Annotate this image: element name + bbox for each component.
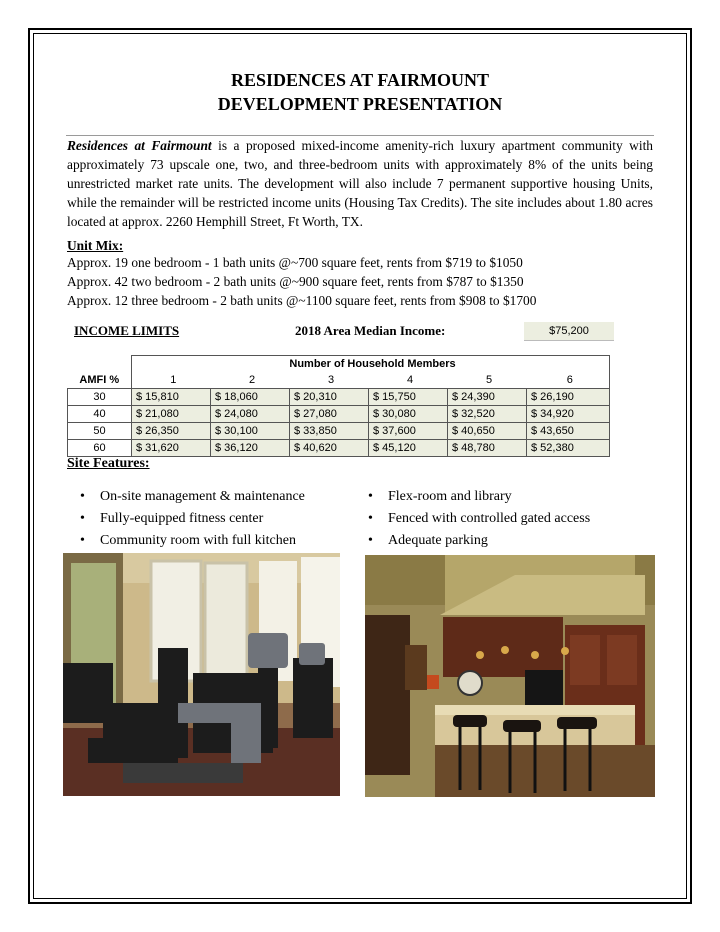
table-row xyxy=(68,406,610,423)
table-cell: $ 18,060 xyxy=(211,389,290,406)
table-cell: $ 31,620 xyxy=(132,440,211,457)
table-cell: $ 40,650 xyxy=(448,423,527,440)
intro-text: is a proposed mixed-income amenity-rich luxury apartment community with approximately 73 upscale one, two, and three-bedroom units with approximately 8% of the units being unrestricted market rate units. The development will also include 7 permanent supportive housing Units, while the remainder will be restricted income units (Housing Tax Credits). The site includes about 1.80 acres located at approx. 2260 Hemphill Street, Ft Worth, TX. xyxy=(67,138,653,229)
table-cell: $ 40,620 xyxy=(290,440,369,457)
table-cell: $ 30,080 xyxy=(369,406,448,423)
income-limits-table xyxy=(67,355,610,457)
table-cell: $ 26,190 xyxy=(527,389,610,406)
bullet-icon: • xyxy=(368,511,373,526)
community-kitchen-photo xyxy=(365,555,655,797)
ami-cell: 50 xyxy=(68,423,132,440)
intro-paragraph xyxy=(67,136,653,231)
table-header-row xyxy=(68,356,610,373)
bullet-icon: • xyxy=(80,533,85,548)
table-column-row xyxy=(68,372,610,389)
table-cell: $ 34,920 xyxy=(527,406,610,423)
table-cell: $ 24,080 xyxy=(211,406,290,423)
column-header: 1 xyxy=(132,372,211,389)
table-cell: $ 33,850 xyxy=(290,423,369,440)
unit-mix-line: Approx. 19 one bedroom - 1 bath units @~700 square feet, rents from $719 to $1050 xyxy=(67,255,523,270)
ami-cell: 60 xyxy=(68,440,132,457)
table-row xyxy=(68,423,610,440)
bullet-icon: • xyxy=(80,511,85,526)
bullet-icon: • xyxy=(80,489,85,504)
table-cell: $ 43,650 xyxy=(527,423,610,440)
table-cell: $ 32,520 xyxy=(448,406,527,423)
table-cell: $ 15,810 xyxy=(132,389,211,406)
unit-mix-heading: Unit Mix: xyxy=(67,238,124,253)
bullet-icon: • xyxy=(368,489,373,504)
column-header: 4 xyxy=(406,374,414,386)
feature-item: • Flex-room and library xyxy=(368,486,512,508)
ami-value: $75,200 xyxy=(524,322,614,341)
site-features-heading: Site Features: xyxy=(67,456,150,471)
fitness-center-photo xyxy=(63,553,340,796)
table-cell: $ 20,310 xyxy=(290,389,369,406)
unit-mix-line: Approx. 12 three bedroom - 2 bath units @~1100 square feet, rents from $908 to $1700 xyxy=(67,293,537,308)
column-header: 6 xyxy=(527,372,610,389)
members-header: Number of Household Members xyxy=(132,356,610,373)
table-cell: $ 24,390 xyxy=(448,389,527,406)
income-limits-heading: INCOME LIMITS xyxy=(74,323,180,338)
table-cell: $ 48,780 xyxy=(448,440,527,457)
table-cell: $ 30,100 xyxy=(211,423,290,440)
table-cell: $ 15,750 xyxy=(369,389,448,406)
ami-label: 2018 Area Median Income: xyxy=(295,323,446,338)
column-header: 3 xyxy=(327,374,335,386)
table-cell: $ 27,080 xyxy=(290,406,369,423)
table-row xyxy=(68,389,610,406)
ami-cell: 40 xyxy=(68,406,132,423)
feature-item: • Fully-equipped fitness center xyxy=(80,508,263,530)
ami-header: AMFI % xyxy=(79,374,120,386)
table-cell: $ 21,080 xyxy=(132,406,211,423)
ami-cell: 30 xyxy=(68,389,132,406)
column-header: 2 xyxy=(248,374,256,386)
column-header: 5 xyxy=(485,374,493,386)
feature-item: • Community room with full kitchen xyxy=(80,530,296,552)
table-cell: $ 37,600 xyxy=(369,423,448,440)
feature-item: • Adequate parking xyxy=(368,530,488,552)
table-cell: $ 36,120 xyxy=(211,440,290,457)
page-title-line2: DEVELOPMENT PRESENTATION xyxy=(217,94,503,114)
bullet-icon: • xyxy=(368,533,373,548)
page-title-line1: RESIDENCES AT FAIRMOUNT xyxy=(230,70,490,90)
table-cell: $ 52,380 xyxy=(527,440,610,457)
table-row xyxy=(68,440,610,457)
unit-mix-line: Approx. 42 two bedroom - 2 bath units @~900 square feet, rents from $787 to $1350 xyxy=(67,274,524,289)
table-cell: $ 45,120 xyxy=(369,440,448,457)
feature-item: • Fenced with controlled gated access xyxy=(368,508,590,530)
table-cell: $ 26,350 xyxy=(132,423,211,440)
property-name: Residences at Fairmount xyxy=(67,138,212,153)
feature-item: • On-site management & maintenance xyxy=(80,486,305,508)
